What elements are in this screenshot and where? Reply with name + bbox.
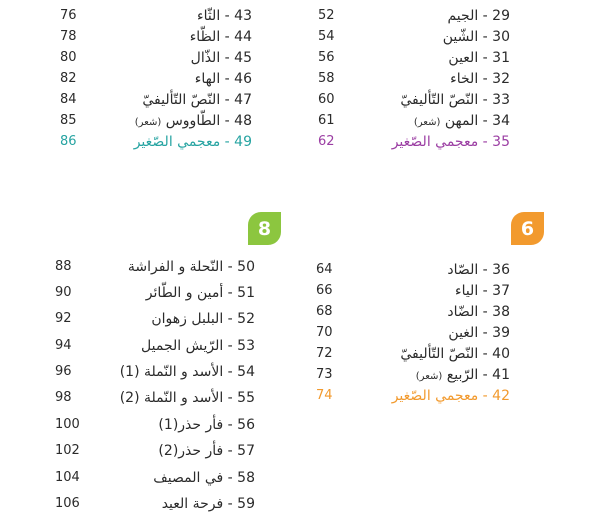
lesson-title-text: 34 - المهن <box>444 113 510 129</box>
toc-entry[interactable] <box>316 323 510 343</box>
toc-column-unit-6 <box>316 260 510 410</box>
lesson-title: 38 - الضّاد <box>447 304 510 320</box>
toc-column-top-left <box>60 6 252 156</box>
poem-note: (شعر) <box>134 117 162 128</box>
toc-entry[interactable] <box>55 494 255 514</box>
lesson-title: 37 - الياء <box>454 283 510 299</box>
lesson-title: 54 - الأسد و النّملة (1) <box>119 364 255 380</box>
toc-entry[interactable] <box>60 6 252 26</box>
lesson-title: 52 - البلبل زهوان <box>151 311 255 327</box>
lesson-title: 42 - معجمي الصّغير <box>391 388 510 404</box>
page-number: 74 <box>316 388 333 403</box>
toc-entry[interactable] <box>60 27 252 47</box>
toc-entry[interactable] <box>318 90 510 110</box>
poem-note: (شعر) <box>415 371 443 382</box>
lesson-title: 49 - معجمي الصّغير <box>133 134 252 150</box>
lesson-title: 56 - فأر حذر(1) <box>158 417 255 433</box>
lesson-title <box>414 111 510 133</box>
toc-entry[interactable] <box>60 111 252 131</box>
toc-entry[interactable] <box>55 257 255 277</box>
page-number: 102 <box>55 443 80 458</box>
lesson-title: 44 - الظّاء <box>189 29 252 45</box>
page-number: 98 <box>55 390 72 405</box>
toc-entry[interactable] <box>318 69 510 89</box>
page-number: 64 <box>316 262 333 277</box>
lesson-title: 30 - الشّين <box>442 29 510 45</box>
toc-entry-dictionary[interactable] <box>316 386 510 406</box>
toc-entry-dictionary[interactable] <box>318 132 510 152</box>
page-number: 56 <box>318 50 335 65</box>
page-number: 94 <box>55 338 72 353</box>
lesson-title: 45 - الذّال <box>190 50 252 66</box>
page-number: 86 <box>60 134 77 149</box>
lesson-title: 31 - العين <box>448 50 510 66</box>
lesson-title: 43 - الثّاء <box>196 8 252 24</box>
lesson-title: 59 - فرحة العيد <box>161 496 255 512</box>
page-number: 70 <box>316 325 333 340</box>
toc-entry[interactable] <box>55 336 255 356</box>
toc-entry[interactable] <box>55 309 255 329</box>
page-number: 62 <box>318 134 335 149</box>
toc-entry[interactable] <box>55 415 255 435</box>
page-number: 88 <box>55 259 72 274</box>
page-number: 82 <box>60 71 77 86</box>
toc-entry[interactable] <box>60 90 252 110</box>
unit-badge-6: 6 <box>511 212 544 245</box>
page-number: 100 <box>55 417 80 432</box>
toc-entry[interactable] <box>55 283 255 303</box>
toc-entry[interactable] <box>55 441 255 461</box>
lesson-title: 35 - معجمي الصّغير <box>391 134 510 150</box>
toc-entry[interactable] <box>55 362 255 382</box>
toc-entry[interactable] <box>60 48 252 68</box>
toc-entry[interactable] <box>60 69 252 89</box>
page-number: 61 <box>318 113 335 128</box>
lesson-title: 39 - الغين <box>448 325 510 341</box>
toc-entry[interactable] <box>316 302 510 322</box>
page-number: 96 <box>55 364 72 379</box>
lesson-title <box>135 111 252 133</box>
lesson-title: 50 - النّحلة و الفراشة <box>127 259 255 275</box>
page-number: 84 <box>60 92 77 107</box>
lesson-title: 32 - الخاء <box>450 71 510 87</box>
toc-column-top-right <box>318 6 510 156</box>
toc-entry[interactable] <box>55 388 255 408</box>
toc-entry[interactable] <box>318 48 510 68</box>
toc-entry[interactable] <box>318 111 510 131</box>
lesson-title: 58 - في المصيف <box>153 470 255 486</box>
page-number: 85 <box>60 113 77 128</box>
page-number: 73 <box>316 367 333 382</box>
page-number: 54 <box>318 29 335 44</box>
lesson-title: 53 - الرّيش الجميل <box>141 338 255 354</box>
lesson-title: 29 - الجيم <box>447 8 510 24</box>
page-number: 60 <box>318 92 335 107</box>
lesson-title: 33 - النّصّ التّأليفيّ <box>400 92 510 108</box>
toc-entry[interactable] <box>318 6 510 26</box>
lesson-title: 55 - الأسد و النّملة (2) <box>119 390 255 406</box>
toc-entry[interactable] <box>55 468 255 488</box>
toc-entry[interactable] <box>316 365 510 385</box>
page-number: 58 <box>318 71 335 86</box>
page-number: 92 <box>55 311 72 326</box>
page-number: 90 <box>55 285 72 300</box>
toc-entry[interactable] <box>318 27 510 47</box>
page-number: 78 <box>60 29 77 44</box>
toc-column-unit-8 <box>55 257 255 522</box>
page-number: 52 <box>318 8 335 23</box>
lesson-title: 51 - أمين و الطّائر <box>145 285 255 301</box>
page-number: 80 <box>60 50 77 65</box>
lesson-title: 36 - الصّاد <box>447 262 510 278</box>
unit-badge-8: 8 <box>248 212 281 245</box>
toc-entry[interactable] <box>316 281 510 301</box>
lesson-title <box>416 365 510 387</box>
lesson-title: 40 - النّصّ التّأليفيّ <box>400 346 510 362</box>
page-number: 106 <box>55 496 80 511</box>
page-number: 76 <box>60 8 77 23</box>
lesson-title-text: 48 - الطّاووس <box>165 113 252 129</box>
lesson-title: 57 - فأر حذر(2) <box>158 443 255 459</box>
poem-note: (شعر) <box>413 117 441 128</box>
toc-entry[interactable] <box>316 344 510 364</box>
page-number: 104 <box>55 470 80 485</box>
toc-entry[interactable] <box>316 260 510 280</box>
lesson-title-text: 41 - الرّبيع <box>446 367 510 383</box>
lesson-title: 47 - النّصّ التّأليفيّ <box>142 92 252 108</box>
page-number: 72 <box>316 346 333 361</box>
toc-entry-dictionary[interactable] <box>60 132 252 152</box>
page-number: 68 <box>316 304 333 319</box>
lesson-title: 46 - الهاء <box>194 71 252 87</box>
page-number: 66 <box>316 283 333 298</box>
